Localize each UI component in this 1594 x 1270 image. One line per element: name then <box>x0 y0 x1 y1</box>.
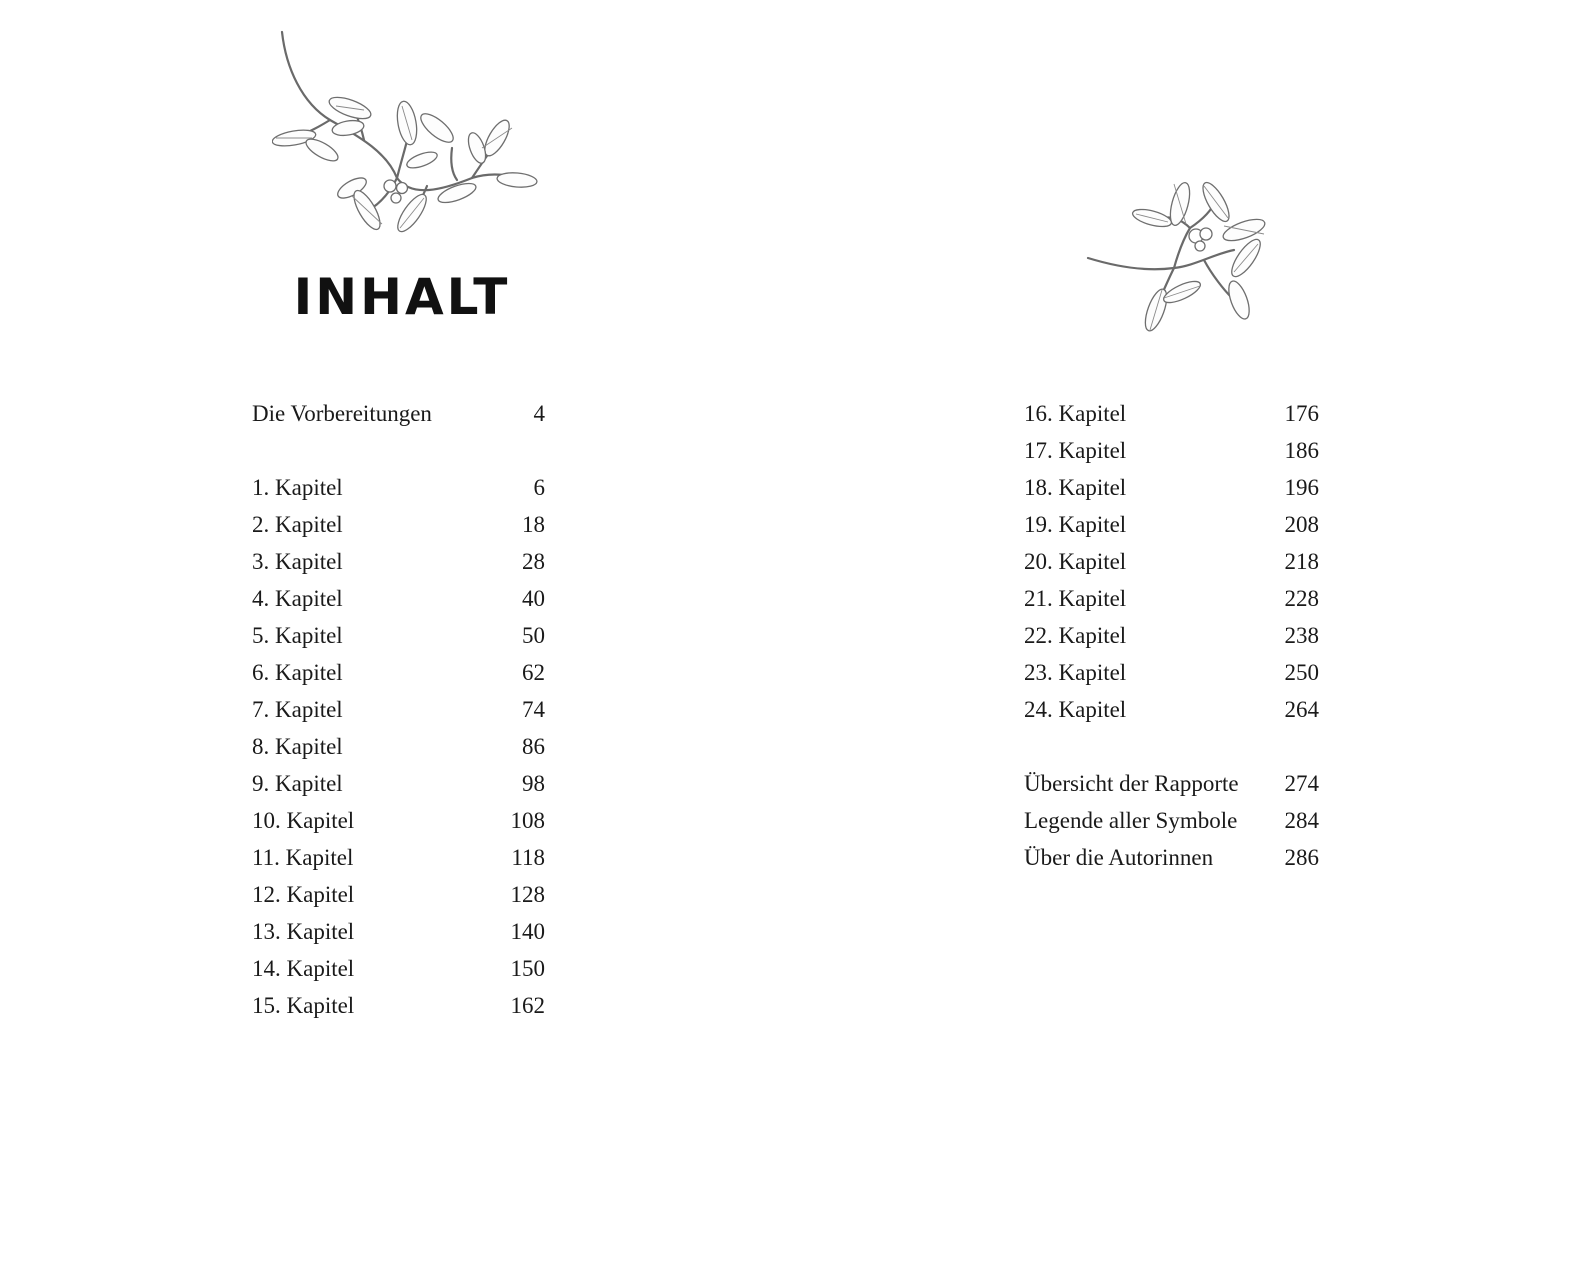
toc-entry-label: 12. Kapitel <box>252 882 355 907</box>
toc-entry-label: 20. Kapitel <box>1024 549 1127 574</box>
toc-entry-page: 86 <box>522 734 545 759</box>
toc-entry[interactable] <box>252 950 545 987</box>
toc-entry-page: 250 <box>1284 660 1319 685</box>
toc-entry[interactable] <box>252 839 545 876</box>
toc-entry-label: Übersicht der Rapporte <box>1024 771 1239 796</box>
toc-entry-label: 2. Kapitel <box>252 512 343 537</box>
toc-entry[interactable] <box>252 580 545 617</box>
toc-entry-label: 15. Kapitel <box>252 993 355 1018</box>
toc-entry-page: 18 <box>522 512 545 537</box>
toc-entry-page: 196 <box>1284 475 1319 500</box>
toc-entry[interactable] <box>252 987 545 1024</box>
toc-entry-page: 62 <box>522 660 545 685</box>
toc-entry[interactable] <box>252 469 545 506</box>
toc-entry-label: 9. Kapitel <box>252 771 343 796</box>
toc-entry-page: 150 <box>510 956 545 981</box>
toc-entry-label: 7. Kapitel <box>252 697 343 722</box>
toc-entry-page: 286 <box>1284 845 1319 870</box>
toc-entry[interactable] <box>252 728 545 765</box>
toc-entry-page: 218 <box>1284 549 1319 574</box>
page-title: INHALT <box>293 268 511 326</box>
mistletoe-sprig-icon <box>1084 180 1274 340</box>
toc-entry-label: Über die Autorinnen <box>1024 845 1214 870</box>
toc-entry-page: 162 <box>510 993 545 1018</box>
toc-entry[interactable] <box>252 654 545 691</box>
toc-entry[interactable] <box>1024 839 1319 876</box>
toc-entry-page: 40 <box>522 586 545 611</box>
toc-entry[interactable] <box>252 802 545 839</box>
toc-entry-page: 228 <box>1284 586 1319 611</box>
toc-entry-label: 6. Kapitel <box>252 660 343 685</box>
toc-entry-label: 21. Kapitel <box>1024 586 1127 611</box>
toc-entry-label: 18. Kapitel <box>1024 475 1127 500</box>
toc-entry-label: 11. Kapitel <box>252 845 354 870</box>
toc-entry[interactable] <box>1024 580 1319 617</box>
toc-entry[interactable] <box>1024 691 1319 728</box>
toc-column-left <box>252 395 545 1024</box>
toc-entry-page: 4 <box>533 401 545 426</box>
toc-entry[interactable] <box>1024 617 1319 654</box>
toc-entry-label: 23. Kapitel <box>1024 660 1127 685</box>
toc-entry-page: 128 <box>510 882 545 907</box>
toc-entry-label: Legende aller Symbole <box>1024 808 1238 833</box>
toc-entry[interactable] <box>252 691 545 728</box>
toc-entry[interactable] <box>1024 802 1319 839</box>
toc-entry-page: 74 <box>522 697 545 722</box>
toc-entry-label: 24. Kapitel <box>1024 697 1127 722</box>
toc-entry[interactable] <box>252 876 545 913</box>
toc-entry-page: 140 <box>510 919 545 944</box>
toc-entry-page: 208 <box>1284 512 1319 537</box>
toc-entry-label: Die Vorbereitungen <box>252 401 432 426</box>
toc-entry[interactable] <box>252 506 545 543</box>
toc-entry-page: 274 <box>1284 771 1319 796</box>
toc-entry[interactable] <box>1024 765 1319 802</box>
toc-entry-page: 28 <box>522 549 545 574</box>
toc-entry[interactable] <box>1024 543 1319 580</box>
toc-entry-label: 5. Kapitel <box>252 623 343 648</box>
mistletoe-sprig-icon <box>272 28 542 238</box>
toc-entry-label: 14. Kapitel <box>252 956 355 981</box>
toc-entry-page: 176 <box>1284 401 1319 426</box>
toc-entry-page: 108 <box>510 808 545 833</box>
toc-entry[interactable] <box>1024 506 1319 543</box>
toc-entry[interactable] <box>1024 432 1319 469</box>
toc-entry-label: 17. Kapitel <box>1024 438 1127 463</box>
toc-entry[interactable] <box>1024 469 1319 506</box>
toc-spacer <box>1024 728 1319 765</box>
toc-entry[interactable] <box>252 765 545 802</box>
toc-entry[interactable] <box>1024 395 1319 432</box>
toc-entry-page: 6 <box>533 475 545 500</box>
toc-entry-label: 19. Kapitel <box>1024 512 1127 537</box>
toc-entry[interactable] <box>252 617 545 654</box>
toc-column-right <box>1024 395 1319 876</box>
toc-entry-page: 284 <box>1284 808 1319 833</box>
toc-entry-label: 1. Kapitel <box>252 475 343 500</box>
toc-entry-page: 186 <box>1284 438 1319 463</box>
toc-entry-label: 22. Kapitel <box>1024 623 1127 648</box>
toc-entry-page: 50 <box>522 623 545 648</box>
toc-entry-page: 264 <box>1284 697 1319 722</box>
toc-entry-label: 3. Kapitel <box>252 549 343 574</box>
toc-entry-label: 16. Kapitel <box>1024 401 1127 426</box>
toc-entry-page: 118 <box>511 845 545 870</box>
toc-entry-label: 4. Kapitel <box>252 586 343 611</box>
toc-entry-page: 238 <box>1284 623 1319 648</box>
toc-spacer <box>252 432 545 469</box>
toc-entry[interactable] <box>252 543 545 580</box>
toc-entry-label: 10. Kapitel <box>252 808 355 833</box>
toc-entry-page: 98 <box>522 771 545 796</box>
toc-entry-label: 8. Kapitel <box>252 734 343 759</box>
toc-entry[interactable] <box>252 913 545 950</box>
toc-entry[interactable] <box>1024 654 1319 691</box>
toc-entry-label: 13. Kapitel <box>252 919 355 944</box>
toc-entry[interactable] <box>252 395 545 432</box>
